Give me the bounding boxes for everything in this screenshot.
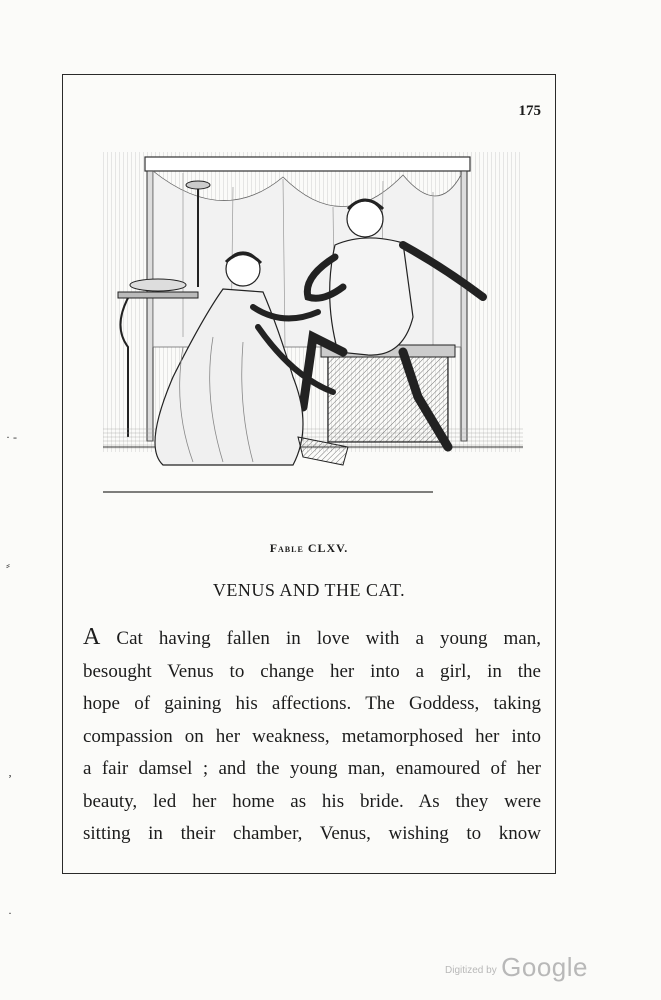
text-line: a fair damsel ; and the young man, enamoured of her <box>83 758 541 779</box>
fable-body-text <box>83 621 541 851</box>
side-table <box>118 292 198 298</box>
digitized-watermark <box>445 952 588 983</box>
engraving-illustration <box>103 147 523 497</box>
fable-title: VENUS AND THE CAT. <box>212 580 406 600</box>
stool <box>328 352 448 442</box>
margin-speck: · - <box>6 430 17 444</box>
page-number: 175 <box>518 103 541 119</box>
canopy-post <box>147 171 153 441</box>
text-line: besought Venus to change her into a girl, in the <box>83 660 541 682</box>
fable-number: Fable CLXV. <box>269 541 349 555</box>
text-line: sitting in their chamber, Venus, wishing to know <box>83 823 541 844</box>
margin-speck: ⸗ <box>6 558 10 572</box>
first-line-rest: Cat having fallen in love with a young man, <box>100 628 541 649</box>
margin-speck: · <box>8 906 12 920</box>
drop-cap: A <box>83 624 101 650</box>
canopy-beam <box>145 157 470 171</box>
google-logo-text: Google <box>501 952 588 982</box>
text-line: hope of gaining his affections. The Goddess, taking <box>83 693 541 714</box>
page-frame <box>62 74 556 874</box>
margin-speck: ʼ <box>8 772 12 786</box>
text-line: beauty, led her home as his bride. As they were <box>83 790 541 812</box>
man-tunic <box>330 238 413 355</box>
watermark-prefix: Digitized by <box>445 965 497 976</box>
text-line <box>83 621 541 656</box>
bowl <box>130 279 186 291</box>
drapery <box>153 171 461 347</box>
text-line: compassion on her weakness, metamorphosed her into <box>83 725 541 747</box>
canopy-post <box>461 171 467 441</box>
